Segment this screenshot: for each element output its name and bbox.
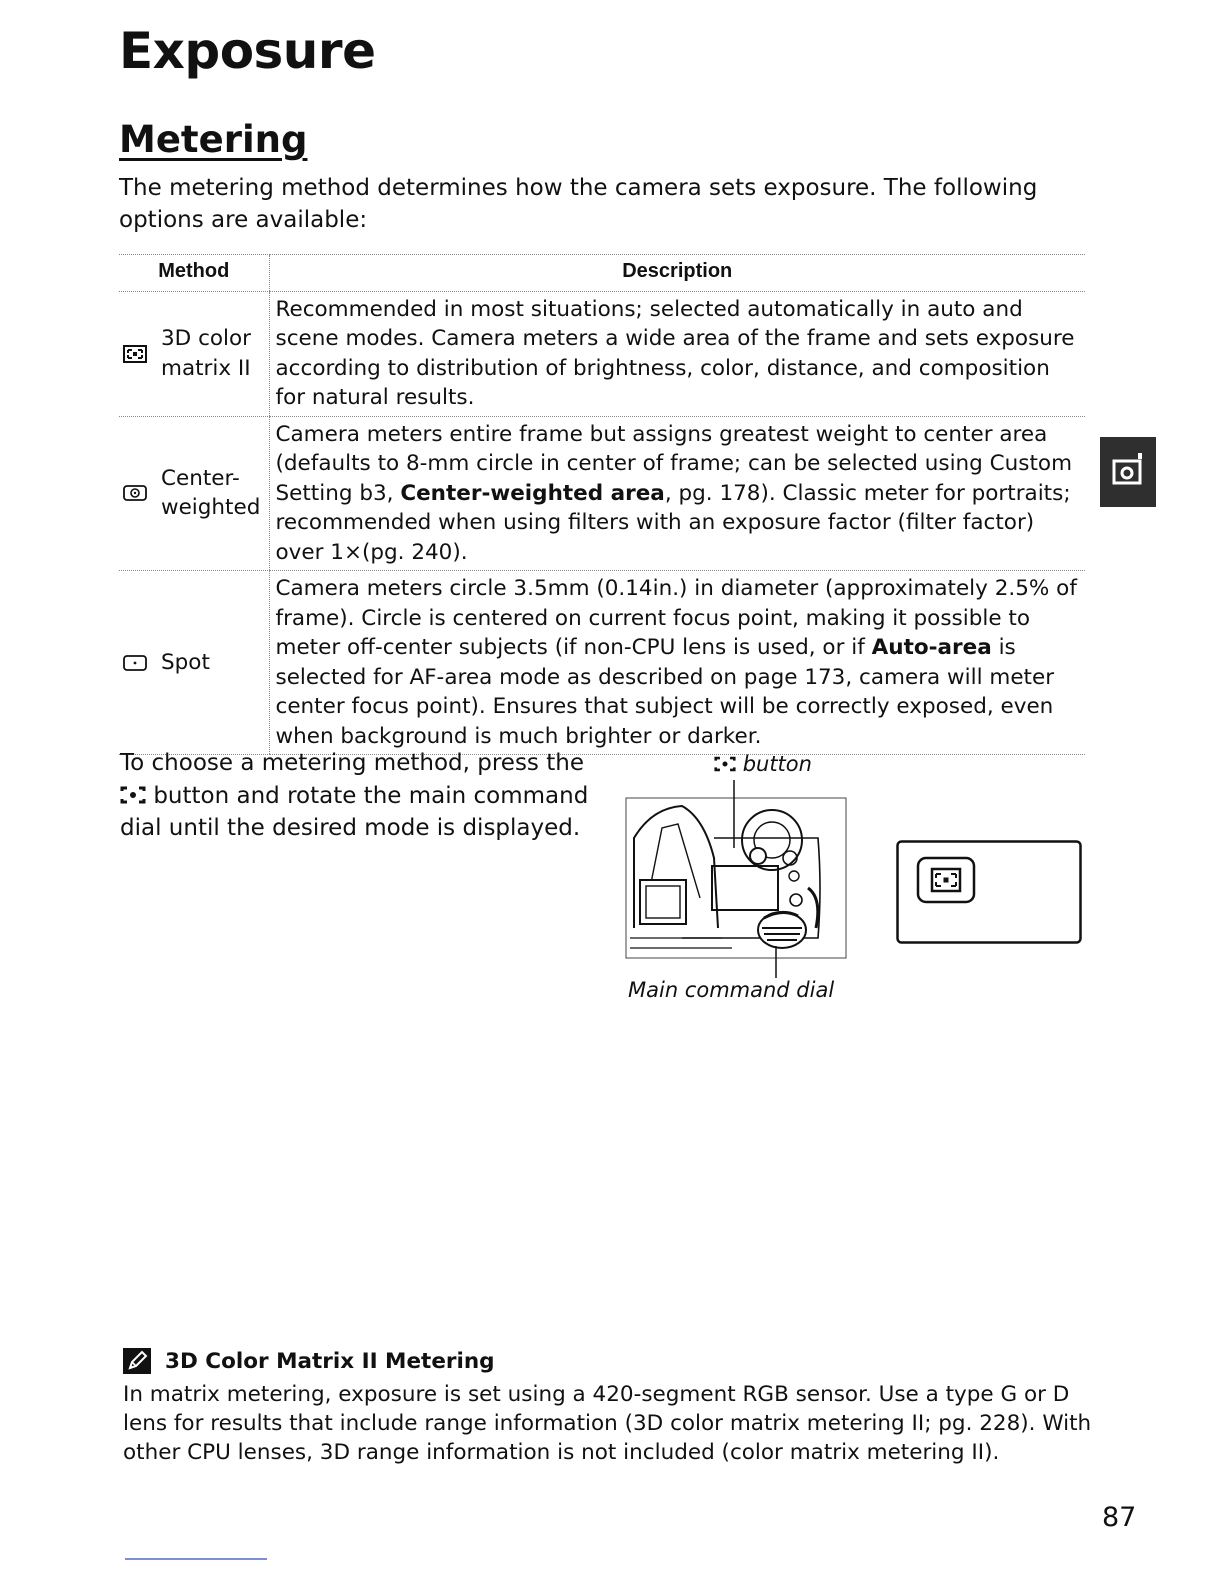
table-header-row: [119, 255, 1085, 292]
center-weighted-area-term: Center-weighted area: [400, 480, 665, 506]
spot-metering-icon: [123, 653, 147, 673]
dial-caption: Main command dial: [628, 978, 835, 1002]
note-pencil-icon: [123, 1348, 151, 1374]
method-name: Spot: [161, 649, 210, 675]
instruction-paragraph: To choose a metering method, press the button and rotate the main command dial until the desired mode is displayed.: [120, 750, 589, 841]
method-name: Center-weighted: [161, 465, 261, 521]
method-cell: [119, 571, 269, 755]
intro-paragraph: The metering method determines how the camera sets exposure. The following options are available:: [119, 175, 1038, 233]
header-method: Method: [119, 255, 269, 292]
metering-button-icon: [714, 756, 736, 772]
page-number: 87: [1102, 1502, 1137, 1533]
description-cell: Camera meters circle 3.5mm (0.14in.) in diameter (approximately 2.5% of frame). Circle is centered on current focus point, making it possible to meter off-center subjects (if non-CPU lens is used, or if Auto-area is selected for AF-area mode as described on page 173, camera will meter center focus point). Ensures that subject will be correctly exposed, even when background is much brighter or darker.: [269, 571, 1085, 755]
matrix-metering-icon: [123, 344, 147, 364]
note-body: In matrix metering, exposure is set using a 420-segment RGB sensor. Use a type G or D lens for results that include range information (3D color matrix metering II; pg. 228). With other CPU lenses, 3D range information is not included (color matrix metering II).: [123, 1382, 1092, 1465]
shooting-menu-icon: [1100, 437, 1156, 507]
button-caption: button: [714, 752, 812, 776]
description-cell: Recommended in most situations; selected automatically in auto and scene modes. Camera meters a wide area of the frame and sets exposure according to distribution of brightness, color, distance, and composition for natural results.: [269, 291, 1085, 416]
method-name: 3D color matrix II: [161, 326, 252, 381]
metering-table: [119, 254, 1085, 755]
method-cell: [119, 416, 269, 571]
page-title: Exposure: [119, 22, 376, 80]
table-row: [119, 416, 1085, 571]
chapter-tab-marker: [1100, 437, 1156, 507]
center-weighted-metering-icon: [123, 483, 147, 503]
metering-button-icon: [120, 786, 146, 804]
description-cell: Camera meters entire frame but assigns greatest weight to center area (defaults to 8-mm circle in center of frame; can be selected using Custom Setting b3, Center-weighted area, pg. 178). Classic meter for portraits; recommended when using filters with an exposure factor (filter factor) over 1×(pg. 240).: [269, 416, 1085, 571]
footer-rule: [125, 1558, 267, 1560]
method-cell: [119, 291, 269, 416]
section-title: Metering: [119, 118, 308, 161]
table-row: [119, 571, 1085, 755]
control-panel-display: [896, 840, 1082, 944]
header-description: Description: [269, 255, 1085, 292]
auto-area-term: Auto-area: [871, 635, 992, 660]
note-heading: 3D Color Matrix II Metering: [123, 1348, 495, 1374]
camera-back-illustration: [622, 778, 850, 978]
table-row: [119, 291, 1085, 416]
